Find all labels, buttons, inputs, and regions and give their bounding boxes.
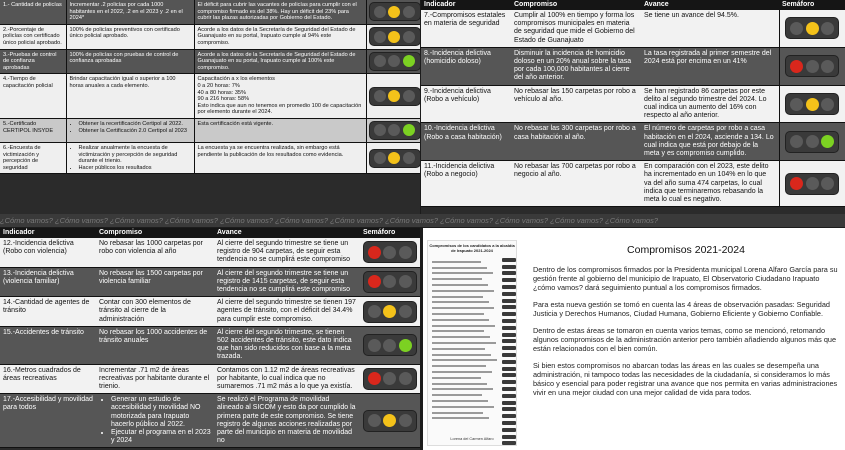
list-item: • Generar un estudio de accesibilidad y movilidad NO motorizada para Irapuato hacerlo público al 2022. (111, 396, 211, 429)
progress-line: 0 a 20 horas: 7% (197, 82, 240, 89)
thumbnail-light-icon (502, 305, 516, 309)
thumbnail-line (432, 400, 488, 402)
red-lamp-icon (368, 372, 381, 385)
thumbnail-line (432, 348, 485, 350)
indicator-cell: 11.-Incidencia delictiva (Robo a negocio) (421, 161, 511, 207)
red-lamp-icon (374, 90, 386, 102)
thumbnail-line (432, 267, 487, 269)
thumbnail-line (432, 296, 483, 298)
red-lamp-icon (368, 305, 381, 318)
red-lamp-icon (368, 414, 381, 427)
commitment-cell: Cumplir al 100% en tiempo y forma los compromisos municipales en materia de seguridad que mide el Gobierno del Estado de Guanajuato (511, 10, 641, 47)
thumbnail-line (432, 325, 495, 327)
progress-cell: Esta certificación está vigente. (194, 118, 366, 142)
commitment-cell: Contar con 300 elementos de tránsito al cierre de la administración (96, 297, 214, 327)
thumbnail-light-column (502, 255, 516, 448)
traffic-light-icon (785, 173, 839, 195)
progress-cell: Contamos con 1.12 m2 de áreas recreativas por habitante, lo cual indica que no sumaremos .71 m2 más a lo que ya existía. (214, 364, 360, 394)
red-lamp-icon (790, 177, 803, 190)
yellow-lamp-icon (388, 31, 400, 43)
green-lamp-icon (821, 22, 834, 35)
top-right-commitments-table (421, 0, 845, 214)
document-thumbnail (427, 240, 517, 446)
commitment-cell: No rebasar las 700 carpetas por robo a negocio al año. (511, 161, 641, 207)
thumbnail-line (432, 307, 494, 309)
yellow-lamp-icon (383, 414, 396, 427)
thumbnail-line (432, 383, 487, 385)
thumbnail-light-icon (502, 428, 516, 432)
green-lamp-icon (403, 55, 415, 67)
indicator-cell: 6.-Encuesta de victimización y percepción de seguridad (0, 142, 66, 173)
yellow-lamp-icon (383, 305, 396, 318)
commitment-cell: Incrementar .71 m2 de áreas recreativas por habitante durante el trienio. (96, 364, 214, 394)
progress-cell: Se han registrado 86 carpetas por este delito al segundo trimestre del 2024. Lo cual indica un aumento del 16% con respecto al año anterior. (641, 85, 779, 123)
progress-cell: Se tiene un avance del 94.5%. (641, 10, 779, 47)
red-lamp-icon (374, 6, 386, 18)
traffic-light-icon (363, 368, 417, 390)
indicator-cell: 13.-Incidencia delictiva (violencia familiar) (0, 267, 96, 297)
thumbnail-light-icon (502, 407, 516, 411)
yellow-lamp-icon (806, 177, 819, 190)
red-lamp-icon (790, 135, 803, 148)
green-lamp-icon (821, 177, 834, 190)
table-row (0, 326, 420, 364)
indicator-cell: 17.-Accesibilidad y movilidad para todos (0, 394, 96, 448)
traffic-light-icon (369, 2, 421, 21)
green-lamp-icon (399, 372, 412, 385)
green-lamp-icon (821, 135, 834, 148)
green-lamp-icon (399, 246, 412, 259)
table-row (421, 47, 845, 85)
traffic-light-cell (360, 326, 420, 364)
commitment-cell: No rebasar las 1000 carpetas por robo con violencia al año (96, 238, 214, 267)
traffic-light-cell (366, 142, 420, 173)
thumbnail-line (432, 359, 497, 361)
table-row (0, 364, 420, 394)
yellow-lamp-icon (388, 124, 400, 136)
table-row (0, 0, 420, 24)
yellow-lamp-icon (388, 152, 400, 164)
traffic-light-icon (369, 121, 421, 140)
indicator-cell: 12.-Incidencia delictiva (Robo con violencia) (0, 238, 96, 267)
thumbnail-light-icon (502, 394, 516, 398)
progress-cell: Acorde a los datos de la Secretaría de Seguridad del Estado de Guanajuato en su portal, Irapuato cumple al 94% este compromiso. (194, 24, 366, 49)
thumbnail-light-icon (502, 346, 516, 350)
thumbnail-line (432, 371, 492, 373)
thumbnail-line (432, 365, 486, 367)
thumbnail-line (432, 388, 493, 390)
traffic-light-icon (785, 93, 839, 115)
traffic-light-cell (360, 267, 420, 297)
commitment-cell (66, 118, 194, 142)
thumbnail-light-icon (502, 421, 516, 425)
table-row (0, 74, 420, 119)
thumbnail-light-icon (502, 401, 516, 405)
traffic-light-cell (360, 394, 420, 448)
progress-cell: Al cierre del segundo trimestre se tienen 197 agentes de tránsito, con el déficit del 34.4% para cumplir este compromiso. (214, 297, 360, 327)
red-lamp-icon (368, 246, 381, 259)
list-item: • Realizar anualmente la encuesta de victimización y percepción de seguridad durante el trienio. (79, 145, 191, 165)
thumbnail-light-icon (502, 271, 516, 275)
progress-line: 90 a 216 horas: 58% (197, 96, 250, 103)
indicator-cell: 5.-Certificado CERTIPOL INSYDE (0, 118, 66, 142)
document-paragraph: Dentro de estas áreas se tomaron en cuenta varios temas, como se mencionó, retomando algunos compromisos de la administración anterior pero también añadiendo algunos más que están relacionados con el bien común. (533, 326, 836, 353)
progress-cell: Se realizó el Programa de movilidad alineado al SICOM y esto da por cumplido la primera parte de este compromiso. Se tiene registro de algunas acciones realizadas por parte del municipio en materia de movilidad no (214, 394, 360, 448)
traffic-light-icon (363, 271, 417, 293)
indicator-cell: 4.-Tiempo de capacitación policial (0, 74, 66, 119)
thumbnail-light-icon (502, 360, 516, 364)
yellow-lamp-icon (388, 6, 400, 18)
traffic-light-icon (785, 131, 839, 153)
thumbnail-light-icon (502, 353, 516, 357)
top-left-commitments-table (0, 0, 420, 214)
thumbnail-light-icon (502, 312, 516, 316)
column-header-semaforo: Semáforo (360, 228, 420, 238)
green-lamp-icon (399, 305, 412, 318)
green-lamp-icon (399, 339, 412, 352)
thumbnail-light-icon (502, 285, 516, 289)
thumbnail-light-icon (502, 319, 516, 323)
traffic-light-icon (363, 241, 417, 263)
commitment-cell: Brindar capacitación igual o superior a 100 horas anuales a cada elemento. (66, 74, 194, 119)
thumbnail-line (432, 278, 482, 280)
thumbnail-light-icon (502, 326, 516, 330)
watermark-strip: ¿Cómo vamos? ¿Cómo vamos? ¿Cómo vamos? ¿Cómo vamos? ¿Cómo vamos? ¿Cómo vamos? ¿Cómo vamos? ¿Cómo vamos? ¿Cómo vamos? ¿Cómo vamos? ¿Cómo vamos? ¿Cómo vamos? (0, 214, 845, 227)
table-row (0, 49, 420, 74)
table-row (0, 24, 420, 49)
progress-cell: La tasa registrada al primer semestre del 2024 está por encima en un 41% (641, 47, 779, 85)
progress-line: 40 a 80 horas: 35% (197, 89, 247, 96)
traffic-light-cell (779, 85, 845, 123)
progress-cell (194, 74, 366, 119)
thumbnail-line (432, 272, 493, 274)
progress-cell: Al cierre del segundo trimestre, se tienen 502 accidentes de tránsito, este dato indica que han sido reducidos con base a la meta trazada. (214, 326, 360, 364)
thumbnail-light-icon (502, 387, 516, 391)
green-lamp-icon (403, 124, 415, 136)
traffic-light-icon (363, 334, 417, 356)
red-lamp-icon (374, 152, 386, 164)
indicator-cell: 3.-Pruebas de control de confianza aprobadas (0, 49, 66, 74)
indicator-cell: 14.-Cantidad de agentes de tránsito (0, 297, 96, 327)
commitment-cell (66, 142, 194, 173)
commitment-cell: 100% de policías preventivos con certificado único policial aprobado. (66, 24, 194, 49)
traffic-light-icon (363, 410, 417, 432)
yellow-lamp-icon (383, 246, 396, 259)
thumbnail-line (432, 330, 484, 332)
indicator-cell: 16.-Metros cuadrados de áreas recreativas (0, 364, 96, 394)
list-item: • Obtener la Certificación 2.0 Certipol al 2023 (79, 128, 191, 135)
green-lamp-icon (399, 275, 412, 288)
traffic-light-icon (369, 27, 421, 46)
red-lamp-icon (790, 22, 803, 35)
table-row (0, 118, 420, 142)
thumbnail-line (432, 319, 489, 321)
table-row (421, 123, 845, 161)
red-lamp-icon (374, 124, 386, 136)
green-lamp-icon (399, 414, 412, 427)
yellow-lamp-icon (383, 372, 396, 385)
thumbnail-line (432, 284, 488, 286)
thumbnail-light-icon (502, 441, 516, 445)
bottom-left-commitments-table (0, 228, 420, 450)
thumbnail-light-icon (502, 339, 516, 343)
indicator-cell: 9.-Incidencia delictiva (Robo a vehículo) (421, 85, 511, 123)
traffic-light-cell (366, 0, 420, 24)
table-row (421, 161, 845, 207)
table-row (0, 394, 420, 448)
progress-cell: Acorde a los datos de la Secretaría de Seguridad del Estado de Guanajuato en su portal, Irapuato cumple al 100% este compromiso. (194, 49, 366, 74)
red-lamp-icon (790, 60, 803, 73)
yellow-lamp-icon (388, 90, 400, 102)
yellow-lamp-icon (806, 22, 819, 35)
list-item: • Ejecutar el programa en el 2023 y 2024 (111, 429, 211, 445)
thumbnail-line (432, 377, 481, 379)
table-row (0, 267, 420, 297)
thumbnail-line (432, 301, 489, 303)
traffic-light-icon (785, 55, 839, 77)
list-item: • Hacer públicos los resultados (79, 165, 191, 172)
column-header-indicador: Indicador (0, 228, 96, 238)
green-lamp-icon (403, 6, 415, 18)
commitment-cell: No rebasar las 1500 carpetas por violencia familiar (96, 267, 214, 297)
commitment-cell: Incrementar .2 policías por cada 1000 habitantes en el 2022, .2 en el 2023 y .2 en el 2024* (66, 0, 194, 24)
commitment-cell: 100% de policías con pruebas de control de confianza aprobadas (66, 49, 194, 74)
table-header-row (421, 0, 845, 10)
thumbnail-line (432, 394, 482, 396)
document-body (533, 246, 839, 405)
indicator-cell: 1.- Cantidad de policías (0, 0, 66, 24)
traffic-light-cell (779, 123, 845, 161)
thumbnail-signature: Lorena del Carmen Alfaro (450, 437, 494, 441)
thumbnail-light-icon (502, 265, 516, 269)
thumbnail-line (432, 313, 484, 315)
thumbnail-line (432, 354, 491, 356)
thumbnail-line (432, 261, 481, 263)
column-header-indicador: Indicador (421, 0, 511, 10)
thumbnail-light-icon (502, 258, 516, 262)
progress-cell: El déficit para cubrir las vacantes de policías para cumplir con el compromiso firmado es del 38%. Hay un déficit del 23% para cubrir las plazas autorizadas por Gobierno del Estado. (194, 0, 366, 24)
progress-cell: Al cierre del segundo trimestre se tiene un registro de 904 carpetas, de seguir esta tendencia no se cumplirá este compromiso (214, 238, 360, 267)
document-paragraph: Si bien estos compromisos no abarcan todas las áreas en las cuales se desempeña una administración, ni tampoco todas las necesidades de la ciudadanía, si consideramos lo más básico y esencial para poder registrar una avance que nos permita en varias administraciones vivir en una mejor ciudad con una mejor calidad de vida para todos. (533, 361, 838, 397)
traffic-light-cell (360, 238, 420, 267)
yellow-lamp-icon (383, 339, 396, 352)
thumbnail-light-icon (502, 414, 516, 418)
progress-cell: En comparación con el 2023, este delito ha incrementado en un 104% en lo que va del año suma 474 carpetas, lo cual indica que terminaremos rebasando la meta lo cual es negativo. (641, 161, 779, 207)
column-header-avance: Avance (214, 228, 360, 238)
progress-line: Capacitación a x los elementos (197, 76, 275, 83)
commitment-cell: Disminuir la incidencia de homicidio doloso en un 20% anual sobre la tasa por cada 100,000 habitantes al cierre del año anterior. (511, 47, 641, 85)
table-row (421, 10, 845, 47)
green-lamp-icon (821, 60, 834, 73)
thumbnail-light-icon (502, 333, 516, 337)
green-lamp-icon (821, 98, 834, 111)
progress-cell: Al cierre del segundo trimestre se tiene un registro de 1415 carpetas, de seguir esta tendencia no se cumplirá este compromiso (214, 267, 360, 297)
traffic-light-cell (360, 297, 420, 327)
traffic-light-icon (369, 87, 421, 106)
traffic-light-cell (779, 10, 845, 47)
thumbnail-light-icon (502, 292, 516, 296)
traffic-light-icon (369, 52, 421, 71)
column-header-compromiso: Compromiso (511, 0, 641, 10)
thumbnail-light-icon (502, 299, 516, 303)
yellow-lamp-icon (388, 55, 400, 67)
traffic-light-cell (366, 118, 420, 142)
thumbnail-line (432, 336, 490, 338)
thumbnail-light-icon (502, 373, 516, 377)
column-header-avance: Avance (641, 0, 779, 10)
traffic-light-cell (366, 49, 420, 74)
thumbnail-light-icon (502, 278, 516, 282)
indicator-cell: 10.-Incidencia delictiva (Robo a casa habitación) (421, 123, 511, 161)
thumbnail-title: Compromisos de los candidatos a la alcaldía de Irapuato 2021-2024 (429, 243, 515, 253)
red-lamp-icon (368, 339, 381, 352)
traffic-light-icon (785, 17, 839, 39)
red-lamp-icon (368, 275, 381, 288)
traffic-light-icon (363, 301, 417, 323)
column-header-semaforo: Semáforo (779, 0, 845, 10)
green-lamp-icon (403, 31, 415, 43)
traffic-light-icon (369, 149, 421, 168)
thumbnail-line (432, 342, 496, 344)
table-row (0, 297, 420, 327)
document-paragraph: Para esta nueva gestión se tomó en cuenta las 4 áreas de observación pasadas: Seguridad Justicia y Derechos Humanos, Ciudad Humana, Gobierno Eficiente y Gobierno Confiable. (533, 300, 830, 318)
thumbnail-line (432, 290, 494, 292)
commitment-cell: No rebasar las 300 carpetas por robo a casa habitación al año. (511, 123, 641, 161)
thumbnail-line (432, 417, 489, 419)
document-title: Compromisos 2021-2024 (627, 244, 745, 256)
red-lamp-icon (374, 31, 386, 43)
red-lamp-icon (374, 55, 386, 67)
thumbnail-line (432, 412, 483, 414)
document-paragraph: Dentro de los compromisos firmados por la Presidenta municipal Lorena Alfaro García para su gestión frente al gobierno del municipio de Irapuato, El Observatorio Ciudadano Irapuato ¿cómo vamos? dará seguimiento puntual a los compromisos firmados. (533, 265, 838, 292)
commitment-cell (96, 394, 214, 448)
traffic-light-cell (366, 74, 420, 119)
column-header-compromiso: Compromiso (96, 228, 214, 238)
green-lamp-icon (403, 152, 415, 164)
traffic-light-cell (366, 24, 420, 49)
progress-cell: El número de carpetas por robo a casa habitación en el 2024, asciende a 134. Lo cual indica que está por debajo de la meta y es compromiso cumplido. (641, 123, 779, 161)
table-row (0, 238, 420, 267)
commitment-cell: No rebasar las 150 carpetas por robo a vehículo al año. (511, 85, 641, 123)
traffic-light-cell (779, 47, 845, 85)
traffic-light-cell (360, 364, 420, 394)
indicator-cell: 8.-Incidencia delictiva (homicidio doloso) (421, 47, 511, 85)
indicator-cell: 2.-Porcentaje de policías con certificado único policial aprobado. (0, 24, 66, 49)
thumbnail-line (432, 406, 494, 408)
yellow-lamp-icon (806, 98, 819, 111)
yellow-lamp-icon (806, 135, 819, 148)
progress-line: Esto indica que aun no tenemos en promedio 100 de capacitación por elemento durante el 2024. (197, 102, 362, 116)
table-row (0, 142, 420, 173)
commitment-cell: No rebasar los 1000 accidentes de tránsito anuales (96, 326, 214, 364)
indicator-cell: 7.-Compromisos estatales en materia de seguridad (421, 10, 511, 47)
thumbnail-light-icon (502, 380, 516, 384)
progress-cell: La encuesta ya se encuentra realizada, sin embargo está pendiente la publicación de los resultados como evidencia. (194, 142, 366, 173)
thumbnail-light-icon (502, 367, 516, 371)
indicator-cell: 15.-Accidentes de tránsito (0, 326, 96, 364)
list-item: • Obtener la recertificación Certipol al 2022. (79, 121, 191, 128)
yellow-lamp-icon (383, 275, 396, 288)
green-lamp-icon (403, 90, 415, 102)
yellow-lamp-icon (806, 60, 819, 73)
table-header-row (0, 228, 420, 238)
traffic-light-cell (779, 161, 845, 207)
red-lamp-icon (790, 98, 803, 111)
table-row (421, 85, 845, 123)
commitments-document (423, 228, 845, 450)
